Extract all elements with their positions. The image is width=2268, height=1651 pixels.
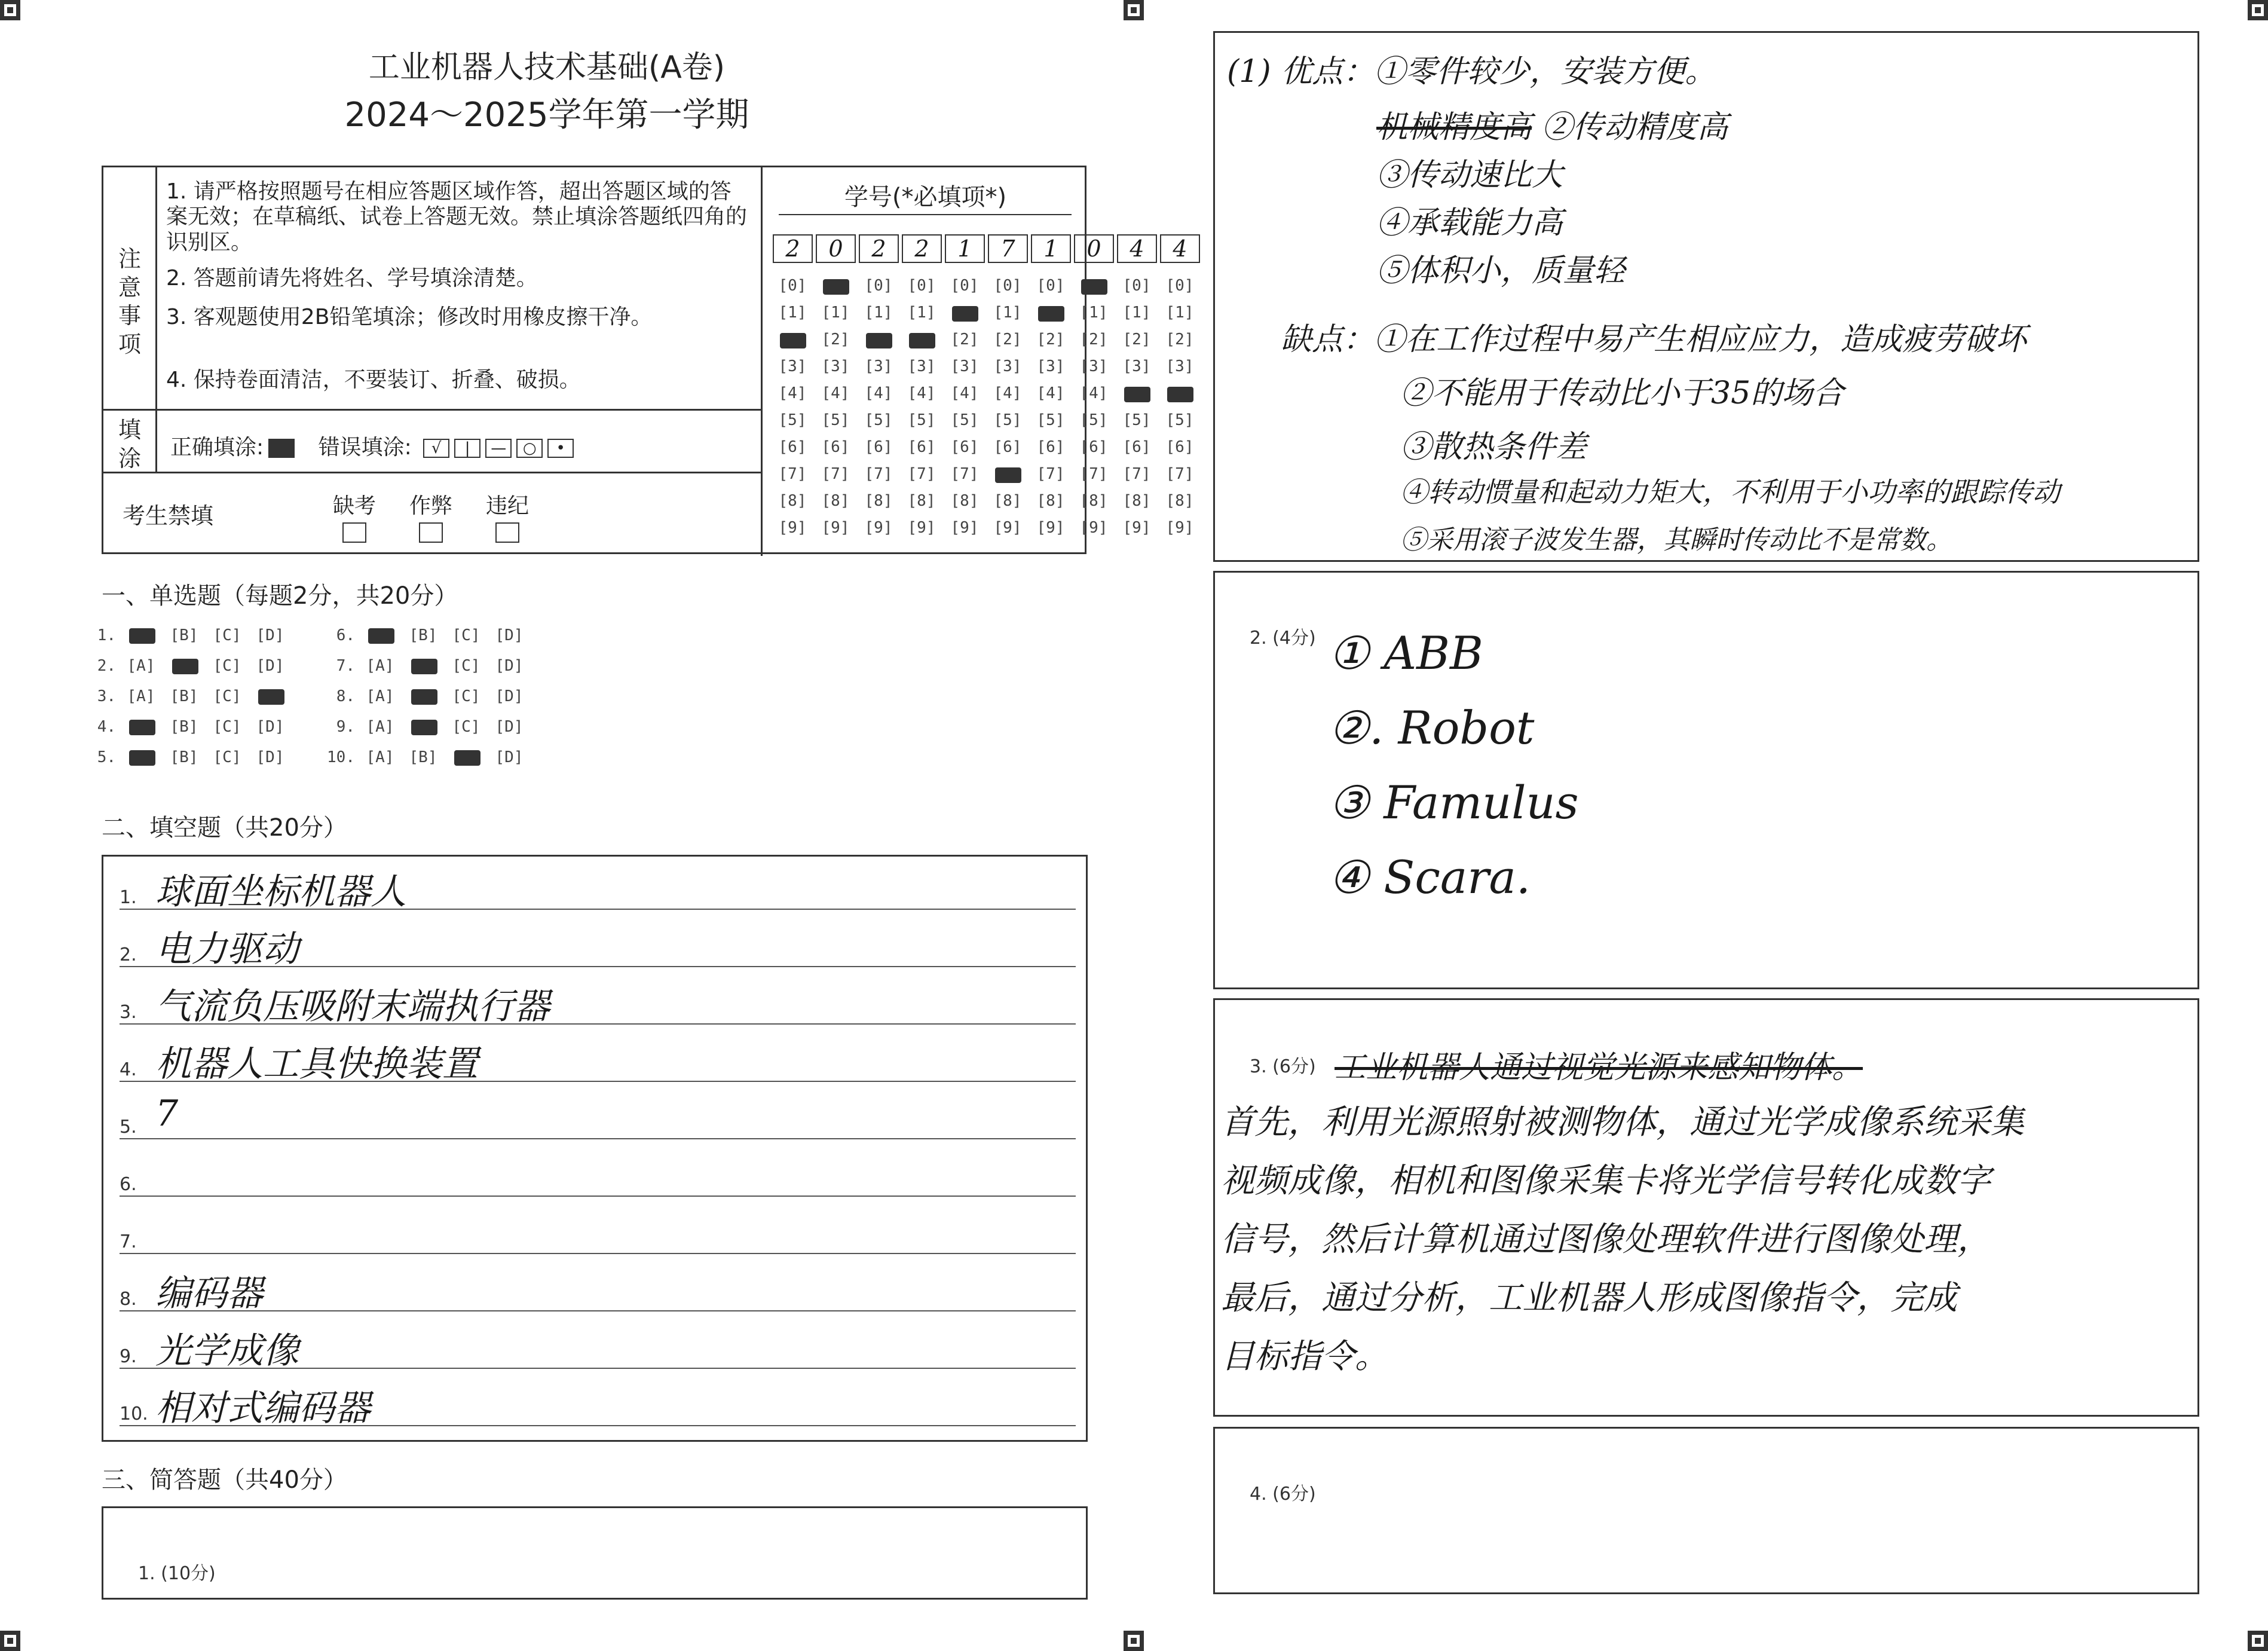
q1-answer-line-10: ⑤采用滚子波发生器，其瞬时传动比不是常数。 — [1400, 525, 1952, 555]
q1-answer-line-6: 缺点：①在工作过程中易产生相应应力，造成疲劳破坏 — [1281, 322, 2027, 357]
corner-mark-top-right — [2248, 0, 2268, 20]
student-id-bubble[interactable]: [7] — [1165, 465, 1194, 483]
mc-option-bubble[interactable]: [D] — [256, 657, 284, 675]
short-answer-q1-label: 1. (10分) — [138, 1563, 216, 1584]
fill-blank-number: 5. — [120, 1117, 137, 1138]
mc-option-bubble[interactable] — [249, 687, 292, 705]
student-id-bubble[interactable]: [9] — [993, 519, 1022, 537]
student-id-bubble[interactable]: [5] — [864, 411, 893, 429]
q3-answer-line-1: 首先，利用光源照射被测物体，通过光学成像系统采集 — [1221, 1103, 2024, 1142]
student-id-bubble[interactable]: [7] — [1079, 465, 1108, 483]
mc-question-number: 8. — [336, 687, 355, 705]
q3-struck-text: 工业机器人通过视觉光源来感知物体。 — [1335, 1050, 1863, 1086]
q3-answer-line-2: 视频成像，相机和图像采集卡将光学信号转化成数字 — [1221, 1161, 1991, 1200]
fill-blank-answer-8[interactable]: 编码器 — [155, 1273, 263, 1314]
answer-box-q2[interactable] — [1213, 571, 2199, 989]
student-id-bubble[interactable] — [1032, 304, 1069, 322]
fill-blank-number: 1. — [120, 887, 137, 908]
mc-option-bubble[interactable] — [120, 626, 163, 644]
mc-question-number: 9. — [336, 718, 355, 736]
mc-option-bubble[interactable]: [D] — [495, 657, 524, 675]
corner-mark-top-center — [1124, 0, 1144, 20]
student-id-bubble[interactable]: [8] — [864, 492, 893, 510]
mc-option-bubble[interactable]: [C] — [213, 657, 241, 675]
student-id-bubble[interactable]: [3] — [1036, 357, 1065, 375]
mc-question-number: 7. — [336, 657, 355, 675]
wrong-mark-1: √ — [423, 439, 449, 458]
student-id-bubble[interactable]: [1] — [993, 304, 1022, 322]
notes-label: 注 意 事 项 — [118, 246, 141, 357]
student-id-bubble[interactable]: [6] — [1165, 438, 1194, 456]
correct-mark-sample — [268, 439, 295, 458]
mc-option-bubble[interactable] — [359, 626, 402, 644]
fill-blank-number: 4. — [120, 1059, 137, 1080]
fill-blank-line — [120, 1253, 1076, 1254]
note-item-1: 1. 请严格按照题号在相应答题区域作答，超出答题区域的答案无效；在草稿纸、试卷上答题无效。禁止填涂答题纸四角的识别区。 — [166, 179, 748, 255]
mc-question-2 — [84, 657, 292, 675]
student-id-bubble[interactable]: [6] — [1122, 438, 1151, 456]
q1-answer-line-5: ⑤体积小，质量轻 — [1376, 253, 1626, 289]
q4-label: 4. (6分) — [1250, 1484, 1316, 1505]
mc-option-bubble[interactable]: [A] — [366, 687, 394, 705]
fill-blank-answer-3[interactable]: 气流负压吸附末端执行器 — [155, 986, 550, 1028]
mc-option-bubble[interactable]: [B] — [409, 626, 437, 644]
mc-option-bubble[interactable]: [A] — [366, 748, 394, 766]
student-id-bubble[interactable]: [5] — [993, 411, 1022, 429]
student-id-bubble[interactable]: [5] — [907, 411, 936, 429]
mc-question-5 — [84, 748, 292, 766]
section1-heading: 一、单选题（每题2分，共20分） — [102, 582, 458, 610]
q1-answer-line-7: ②不能用于传动比小于35的场合 — [1400, 375, 1844, 411]
mc-option-bubble[interactable]: [A] — [127, 687, 155, 705]
student-id-bubble[interactable]: [3] — [907, 357, 936, 375]
student-id-digit-10: 4 — [1160, 234, 1200, 263]
corner-mark-bottom-left — [0, 1631, 20, 1651]
mc-option-bubble[interactable]: [B] — [170, 748, 198, 766]
student-id-bubble[interactable]: [7] — [907, 465, 936, 483]
student-id-bubble[interactable]: [9] — [778, 519, 807, 537]
student-id-bubble[interactable]: [9] — [821, 519, 850, 537]
wrong-mark-5: • — [547, 439, 574, 458]
student-id-bubble[interactable]: [2] — [1079, 331, 1108, 348]
student-id-bubble[interactable]: [3] — [864, 357, 893, 375]
student-id-bubble[interactable]: [0] — [864, 277, 893, 295]
mc-option-bubble[interactable]: [C] — [452, 657, 480, 675]
student-id-bubble[interactable]: [0] — [778, 277, 807, 295]
marking-legend: 正确填涂: 错误填涂: √ | — ○ • — [170, 430, 574, 461]
mc-question-3 — [84, 687, 292, 705]
student-id-digit-8: 0 — [1074, 234, 1114, 263]
student-id-bubble[interactable]: [2] — [821, 331, 850, 348]
student-id-bubble[interactable]: [9] — [907, 519, 936, 537]
student-id-bubble[interactable]: [1] — [1079, 304, 1108, 322]
header-info-box — [102, 166, 1194, 554]
mc-option-bubble[interactable]: [D] — [495, 748, 524, 766]
fill-blank-line — [120, 1196, 1076, 1197]
mc-option-bubble[interactable]: [D] — [256, 718, 284, 736]
q2-label: 2. (4分) — [1250, 628, 1316, 649]
q1-answer-line-1: (1) 优点：①零件较少，安装方便。 — [1227, 54, 1716, 90]
exam-term: 2024～2025学年第一学期 — [344, 96, 749, 134]
mc-option-bubble[interactable]: [B] — [170, 626, 198, 644]
student-id-bubble[interactable]: [6] — [821, 438, 850, 456]
student-id-bubble[interactable] — [946, 304, 983, 322]
q1-answer-line-3: ③传动速比大 — [1376, 157, 1563, 193]
mc-option-bubble[interactable]: [C] — [452, 718, 480, 736]
student-id-bubble[interactable]: [0] — [993, 277, 1022, 295]
student-id-digit-5: 1 — [945, 234, 985, 263]
student-id-bubble[interactable]: [9] — [950, 519, 979, 537]
corner-mark-top-left — [0, 0, 20, 20]
fill-blank-number: 6. — [120, 1174, 137, 1195]
corner-mark-bottom-right — [2248, 1631, 2268, 1651]
student-id-bubble[interactable] — [1161, 384, 1198, 402]
student-id-digit-6: 7 — [988, 234, 1028, 263]
q3-answer-line-4: 最后，通过分析，工业机器人形成图像指令，完成 — [1221, 1279, 1957, 1317]
q3-answer-line-3: 信号，然后计算机通过图像处理软件进行图像处理， — [1221, 1220, 1991, 1259]
mc-option-bubble[interactable]: [D] — [256, 748, 284, 766]
mc-question-1 — [84, 626, 292, 644]
section3-heading: 三、简答题（共40分） — [102, 1466, 347, 1494]
student-id-bubble[interactable]: [0] — [950, 277, 979, 295]
student-id-bubble[interactable]: [8] — [1122, 492, 1151, 510]
student-id-bubble[interactable]: [6] — [950, 438, 979, 456]
student-id-bubble[interactable]: [8] — [1165, 492, 1194, 510]
note-item-4: 4. 保持卷面清洁，不要装订、折叠、破损。 — [166, 368, 581, 392]
mc-option-bubble[interactable] — [402, 657, 445, 675]
student-id-bubble[interactable]: [2] — [1122, 331, 1151, 348]
mc-option-bubble[interactable]: [D] — [256, 626, 284, 644]
mc-option-bubble[interactable]: [A] — [366, 718, 394, 736]
note-item-2: 2. 答题前请先将姓名、学号填涂清楚。 — [166, 266, 538, 291]
student-id-bubble[interactable]: [2] — [950, 331, 979, 348]
proctor-violation-label: 违纪 — [485, 494, 529, 518]
proctor-absent-label: 缺考 — [332, 494, 376, 518]
mc-option-bubble[interactable] — [402, 718, 445, 736]
student-id-bubble[interactable] — [989, 465, 1026, 483]
proctor-violation-checkbox[interactable] — [495, 522, 519, 543]
mc-question-9 — [323, 718, 531, 736]
student-id-bubble[interactable]: [9] — [1079, 519, 1108, 537]
student-id-bubble[interactable]: [8] — [778, 492, 807, 510]
mc-option-bubble[interactable]: [A] — [127, 657, 155, 675]
student-id-bubble[interactable]: [8] — [1036, 492, 1065, 510]
mc-question-4 — [84, 718, 292, 736]
mc-option-bubble[interactable]: [D] — [495, 718, 524, 736]
student-id-bubble[interactable]: [5] — [1165, 411, 1194, 429]
mc-option-bubble[interactable] — [402, 687, 445, 705]
marking-label: 填 涂 — [118, 417, 141, 472]
q3-answer-line-5: 目标指令。 — [1221, 1337, 1388, 1376]
student-id-bubble[interactable]: [6] — [1036, 438, 1065, 456]
mc-question-number: 5. — [97, 748, 116, 766]
fill-blank-number: 3. — [120, 1002, 137, 1023]
student-id-bubble[interactable]: [7] — [821, 465, 850, 483]
student-id-digit-7: 1 — [1031, 234, 1071, 263]
mc-question-8 — [323, 687, 531, 705]
mc-option-bubble[interactable]: [C] — [213, 748, 241, 766]
student-id-bubble[interactable]: [1] — [1122, 304, 1151, 322]
student-id-bubble[interactable] — [1075, 277, 1112, 295]
fill-blank-number: 10. — [120, 1404, 148, 1424]
student-id-bubble[interactable] — [860, 331, 897, 348]
student-id-bubble[interactable]: [6] — [907, 438, 936, 456]
student-id-bubble[interactable]: [9] — [1036, 519, 1065, 537]
mc-question-number: 3. — [97, 687, 116, 705]
mc-question-number: 4. — [97, 718, 116, 736]
mc-question-number: 2. — [97, 657, 116, 675]
student-id-bubble[interactable]: [8] — [821, 492, 850, 510]
student-id-bubble[interactable]: [1] — [864, 304, 893, 322]
mc-option-bubble[interactable]: [C] — [213, 626, 241, 644]
student-id-bubble[interactable]: [1] — [1165, 304, 1194, 322]
student-id-digit-1: 2 — [773, 234, 813, 263]
mc-question-6 — [323, 626, 531, 644]
fill-blank-answer-9[interactable]: 光学成像 — [155, 1330, 299, 1372]
student-id-bubble[interactable]: [3] — [1165, 357, 1194, 375]
student-id-bubble[interactable]: [1] — [821, 304, 850, 322]
student-id-bubble[interactable]: [8] — [950, 492, 979, 510]
q2-answer-2: ②. Robot — [1329, 701, 1535, 754]
mc-option-bubble[interactable] — [120, 718, 163, 736]
proctor-cheat-checkbox[interactable] — [419, 522, 443, 543]
student-id-bubble[interactable]: [4] — [907, 384, 936, 402]
mc-question-number: 1. — [97, 626, 116, 644]
student-id-bubble[interactable] — [1118, 384, 1155, 402]
fill-blank-answer-2[interactable]: 电力驱动 — [155, 928, 299, 970]
q1-answer-line-2: 机械精度高 ②传动精度高 — [1376, 109, 1728, 145]
fill-blank-number: 2. — [120, 944, 137, 965]
mc-option-bubble[interactable] — [120, 748, 163, 766]
student-id-bubble[interactable] — [774, 331, 811, 348]
student-id-bubble[interactable]: [1] — [907, 304, 936, 322]
student-id-bubble[interactable]: [4] — [993, 384, 1022, 402]
fill-blank-answer-1[interactable]: 球面坐标机器人 — [155, 871, 406, 913]
student-id-bubble[interactable]: [3] — [1079, 357, 1108, 375]
mc-question-number: 10. — [327, 748, 355, 766]
answer-box-q3[interactable] — [1213, 998, 2199, 1417]
fill-blank-number: 7. — [120, 1231, 137, 1252]
student-id-bubble[interactable]: [6] — [1079, 438, 1108, 456]
student-id-bubble[interactable]: [4] — [1036, 384, 1065, 402]
q2-answer-4: ④ Scara. — [1329, 851, 1531, 904]
student-id-digit-2: 0 — [816, 234, 856, 263]
student-id-bubble[interactable]: [5] — [950, 411, 979, 429]
mc-option-bubble[interactable]: [B] — [170, 687, 198, 705]
q1-answer-line-4: ④承载能力高 — [1376, 205, 1563, 241]
q1-answer-line-9: ④转动惯量和起动力矩大，不利用于小功率的跟踪传动 — [1400, 476, 2060, 508]
student-id-bubble[interactable]: [8] — [993, 492, 1022, 510]
fill-blank-line — [120, 1310, 1076, 1311]
student-id-bubble[interactable]: [4] — [950, 384, 979, 402]
student-id-bubble[interactable]: [2] — [1036, 331, 1065, 348]
student-id-bubble[interactable] — [903, 331, 940, 348]
student-id-bubble[interactable]: [8] — [907, 492, 936, 510]
mc-option-bubble[interactable]: [C] — [213, 687, 241, 705]
student-id-bubble[interactable]: [0] — [1036, 277, 1065, 295]
student-id-bubble[interactable]: [2] — [1165, 331, 1194, 348]
proctor-label: 考生禁填 — [122, 503, 213, 529]
student-id-bubble[interactable]: [0] — [907, 277, 936, 295]
mc-option-bubble[interactable]: [C] — [452, 687, 480, 705]
student-id-bubble[interactable] — [817, 277, 854, 295]
mc-option-bubble[interactable]: [B] — [409, 748, 437, 766]
mc-question-10 — [323, 748, 531, 766]
mc-question-number: 6. — [336, 626, 355, 644]
fill-blank-answer-10[interactable]: 相对式编码器 — [155, 1387, 371, 1429]
student-id-bubble[interactable]: [6] — [864, 438, 893, 456]
student-id-bubble[interactable]: [4] — [778, 384, 807, 402]
wrong-mark-3: — — [485, 439, 512, 458]
student-id-bubble[interactable]: [5] — [1122, 411, 1151, 429]
fill-blank-number: 8. — [120, 1289, 137, 1310]
student-id-bubble[interactable]: [7] — [950, 465, 979, 483]
student-id-bubble[interactable]: [3] — [993, 357, 1022, 375]
exam-title: 工业机器人技术基础(A卷) — [368, 50, 726, 85]
student-id-digit-9: 4 — [1117, 234, 1157, 263]
student-id-bubble[interactable]: [2] — [993, 331, 1022, 348]
mc-option-bubble[interactable]: [C] — [213, 718, 241, 736]
student-id-bubble[interactable]: [0] — [1122, 277, 1151, 295]
fill-blank-number: 9. — [120, 1346, 137, 1367]
student-id-bubble[interactable]: [3] — [950, 357, 979, 375]
student-id-bubble[interactable]: [4] — [1079, 384, 1108, 402]
section2-heading: 二、填空题（共20分） — [102, 814, 347, 842]
student-id-bubble[interactable]: [9] — [1165, 519, 1194, 537]
student-id-bubble[interactable]: [4] — [864, 384, 893, 402]
student-id-bubble[interactable]: [5] — [1079, 411, 1108, 429]
student-id-digit-4: 2 — [902, 234, 942, 263]
student-id-bubble[interactable]: [5] — [778, 411, 807, 429]
short-answer-box-1[interactable] — [102, 1506, 1088, 1600]
mc-option-bubble[interactable]: [A] — [366, 657, 394, 675]
student-id-bubble[interactable]: [9] — [1122, 519, 1151, 537]
student-id-bubble[interactable]: [7] — [864, 465, 893, 483]
student-id-bubble[interactable]: [3] — [821, 357, 850, 375]
mc-option-bubble[interactable] — [445, 748, 488, 766]
student-id-bubble[interactable]: [7] — [1122, 465, 1151, 483]
q2-answer-1: ① ABB — [1329, 626, 1483, 680]
student-id-bubble[interactable]: [5] — [1036, 411, 1065, 429]
student-id-bubble[interactable]: [4] — [821, 384, 850, 402]
corner-mark-bottom-center — [1124, 1631, 1144, 1651]
answer-box-q1-continued[interactable] — [1213, 31, 2199, 562]
mc-option-bubble[interactable]: [C] — [452, 626, 480, 644]
student-id-bubble[interactable]: [3] — [1122, 357, 1151, 375]
fill-blank-answer-5[interactable]: 7 — [155, 1093, 179, 1135]
student-id-bubble[interactable]: [9] — [864, 519, 893, 537]
student-id-digit-3: 2 — [859, 234, 899, 263]
mc-question-7 — [323, 657, 531, 675]
answer-box-q4[interactable] — [1213, 1427, 2199, 1594]
q3-label: 3. (6分) — [1250, 1056, 1316, 1077]
wrong-mark-4: ○ — [516, 439, 543, 458]
mc-option-bubble[interactable]: [D] — [495, 626, 524, 644]
fill-blank-line — [120, 1138, 1076, 1139]
q1-answer-line-8: ③散热条件差 — [1400, 429, 1587, 465]
wrong-mark-2: | — [454, 439, 480, 458]
q2-answer-3: ③ Famulus — [1329, 776, 1579, 829]
fill-blank-answer-4[interactable]: 机器人工具快换装置 — [155, 1043, 478, 1085]
q1-struck-text: 机械精度高 — [1376, 109, 1532, 145]
student-id-bubble[interactable]: [6] — [993, 438, 1022, 456]
mc-option-bubble[interactable] — [163, 657, 206, 675]
student-id-bubble[interactable]: [1] — [778, 304, 807, 322]
student-id-bubble[interactable]: [0] — [1165, 277, 1194, 295]
mc-option-bubble[interactable]: [D] — [495, 687, 524, 705]
student-id-bubble[interactable]: [7] — [1036, 465, 1065, 483]
student-id-bubble[interactable]: [5] — [821, 411, 850, 429]
proctor-absent-checkbox[interactable] — [342, 522, 366, 543]
note-item-3: 3. 客观题使用2B铅笔填涂；修改时用橡皮擦干净。 — [166, 305, 653, 329]
student-id-label: 学号(*必填项*) — [844, 184, 1007, 211]
student-id-bubble[interactable]: [8] — [1079, 492, 1108, 510]
student-id-bubble[interactable]: [7] — [778, 465, 807, 483]
student-id-bubble[interactable]: [6] — [778, 438, 807, 456]
student-id-bubble[interactable]: [3] — [778, 357, 807, 375]
proctor-cheat-label: 作弊 — [409, 494, 452, 518]
mc-option-bubble[interactable]: [B] — [170, 718, 198, 736]
